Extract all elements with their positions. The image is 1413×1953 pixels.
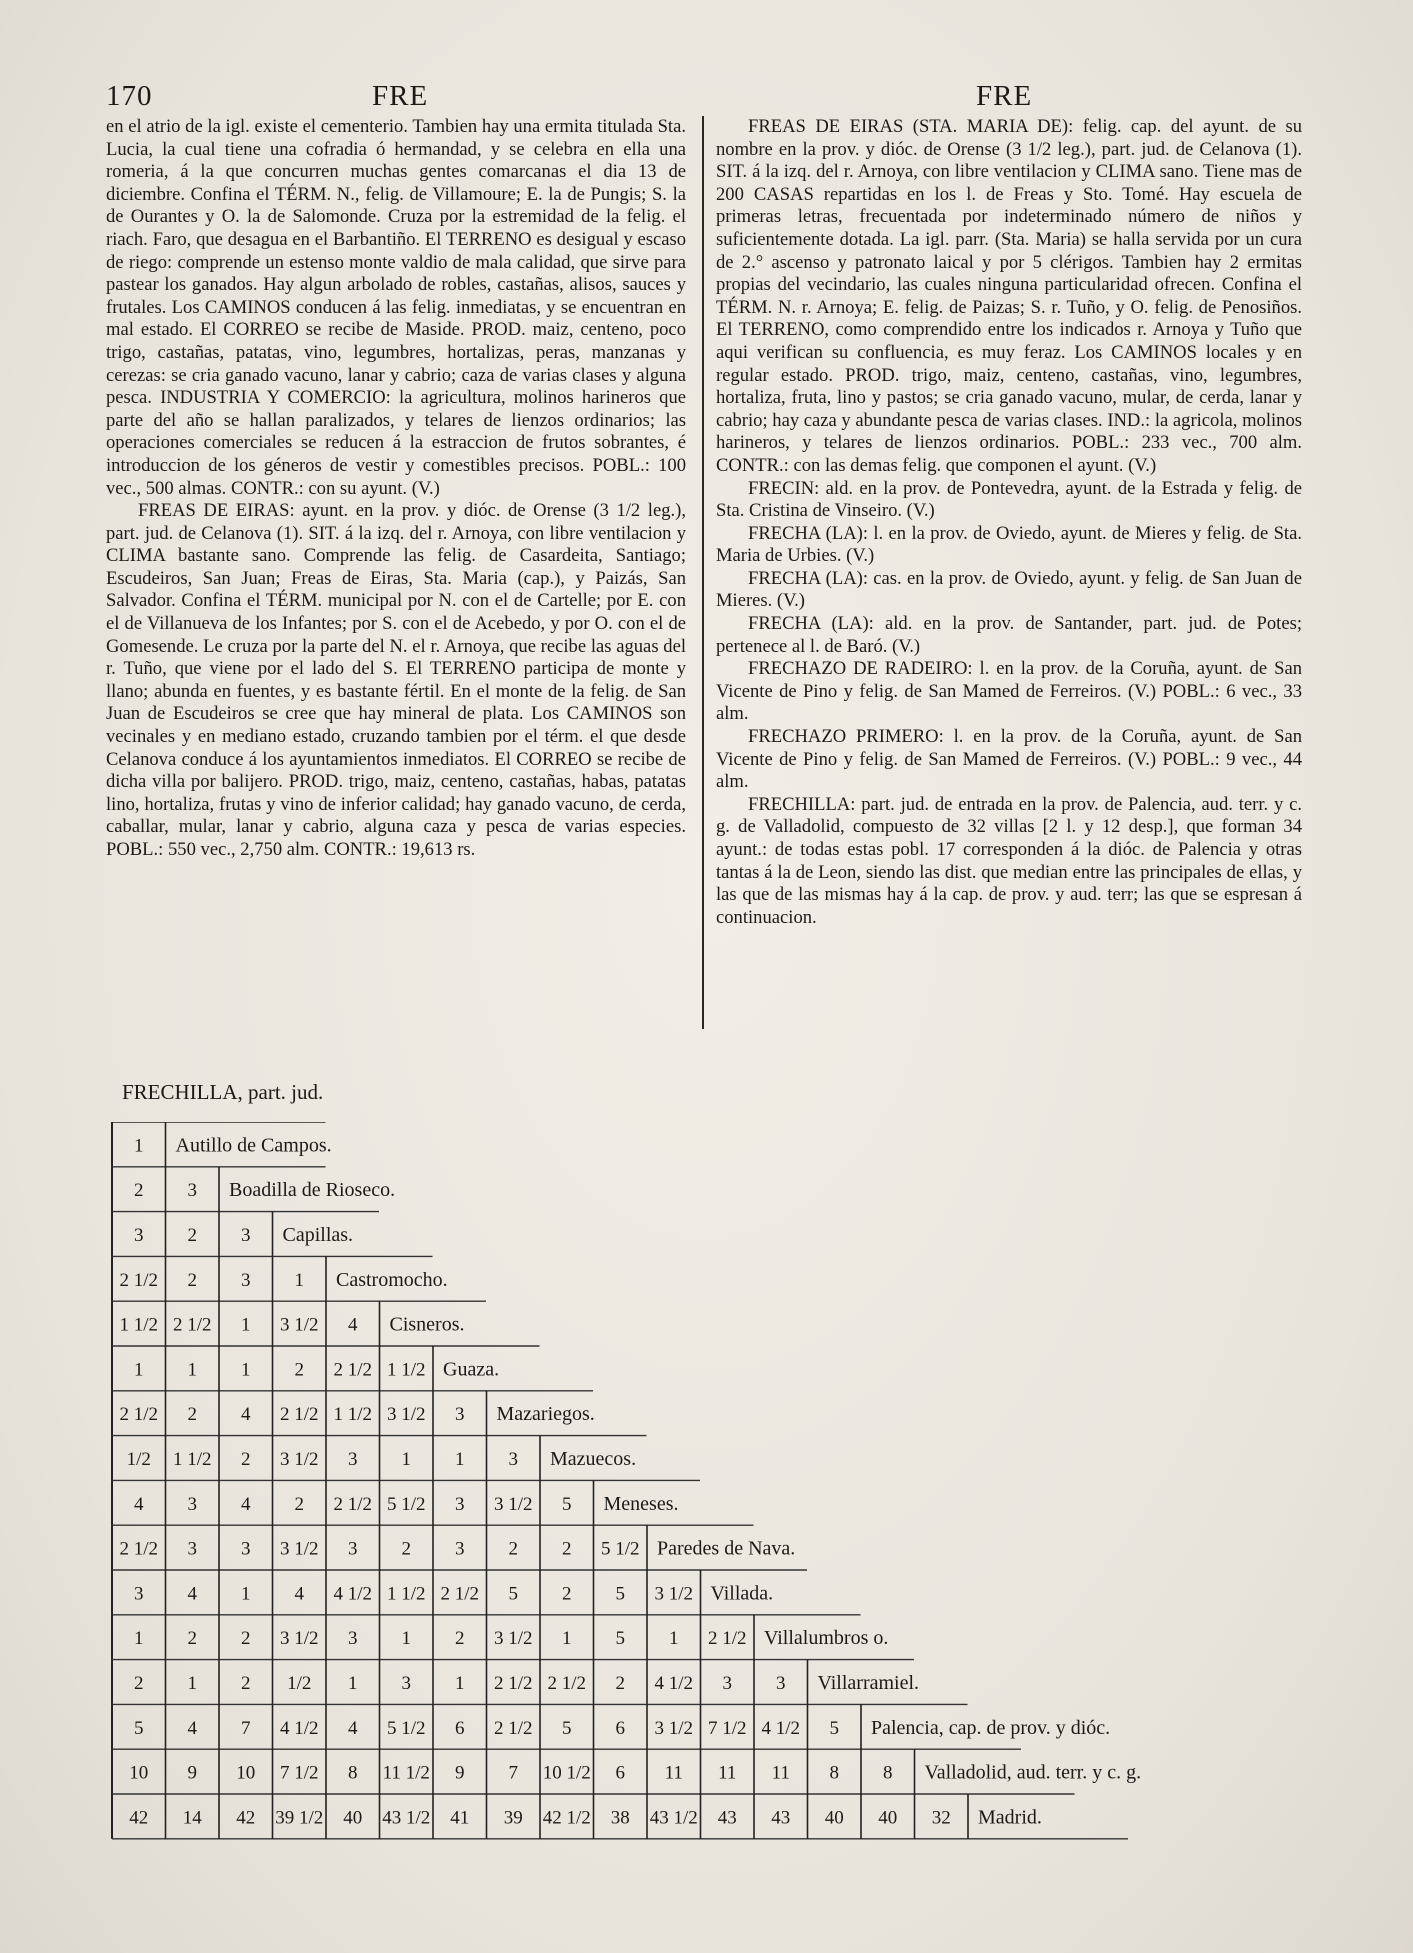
table-cell: 4 1/2 <box>279 1717 319 1739</box>
table-cell: 5 1/2 <box>386 1717 426 1739</box>
table-cell: 2 1/2 <box>279 1404 319 1426</box>
table-cell: 3 <box>241 1225 251 1246</box>
table-cell: 7 1/2 <box>707 1717 747 1739</box>
table-cell: 1 1/2 <box>386 1583 426 1605</box>
table-cell: 2 <box>241 1449 251 1470</box>
table-cell: 40 <box>878 1807 898 1829</box>
table-cell: 38 <box>610 1807 630 1829</box>
table-place-label: Paredes de Nava. <box>657 1537 796 1560</box>
table-cell: 3 <box>134 1225 144 1246</box>
table-cell: 7 <box>241 1717 251 1739</box>
table-cell: 3 1/2 <box>279 1449 319 1470</box>
table-place-label: Mazuecos. <box>550 1448 637 1470</box>
table-cell: 3 <box>241 1538 251 1560</box>
table-cell: 4 <box>241 1493 251 1515</box>
table-place-label: Valladolid, aud. terr. y c. g. <box>924 1761 1142 1784</box>
table-cell: 2 1/2 <box>119 1404 159 1426</box>
table-cell: 3 1/2 <box>493 1493 533 1515</box>
table-place-label: Mazariegos. <box>496 1403 595 1426</box>
table-cell: 4 <box>241 1404 251 1426</box>
table-cell: 1 <box>294 1269 304 1291</box>
table-cell: 3 <box>348 1449 358 1470</box>
table-cell: 1 <box>241 1359 251 1381</box>
table-cell: 1 <box>401 1628 411 1650</box>
table-cell: 39 <box>503 1807 523 1829</box>
table-cell: 39 1/2 <box>275 1807 324 1829</box>
table-cell: 40 <box>824 1807 844 1829</box>
table-cell: 2 <box>134 1180 144 1202</box>
table-cell: 3 1/2 <box>279 1538 319 1560</box>
table-cell: 4 <box>187 1583 197 1605</box>
table-cell: 3 <box>455 1493 465 1515</box>
table-cell: 2 1/2 <box>547 1673 587 1694</box>
table-cell: 41 <box>450 1807 470 1829</box>
table-place-label: Meneses. <box>603 1492 679 1515</box>
table-cell: 4 1/2 <box>761 1717 801 1739</box>
table-cell: 4 1/2 <box>333 1583 373 1605</box>
entry-paragraph: FRECHA (LA): ald. en la prov. de Santander, part. jud. de Potes; pertenece al l. de Baró. (V.) <box>716 613 1302 657</box>
table-cell: 1/2 <box>126 1449 151 1470</box>
table-cell: 2 <box>401 1538 411 1560</box>
table-cell: 10 1/2 <box>542 1762 591 1784</box>
table-cell: 7 1/2 <box>279 1762 319 1784</box>
table-cell: 2 1/2 <box>493 1673 533 1694</box>
table-cell: 1 <box>455 1673 465 1694</box>
table-cell: 5 <box>508 1583 518 1605</box>
table-cell: 3 1/2 <box>386 1404 426 1426</box>
table-cell: 1 1/2 <box>386 1359 426 1381</box>
table-cell: 2 <box>562 1583 572 1605</box>
table-cell: 43 1/2 <box>382 1807 431 1829</box>
table-cell: 3 1/2 <box>279 1314 319 1336</box>
table-cell: 1 <box>241 1314 251 1336</box>
table-cell: 9 <box>455 1762 465 1784</box>
table-cell: 1 <box>401 1449 411 1470</box>
table-cell: 1/2 <box>287 1673 312 1694</box>
table-cell: 3 <box>348 1628 358 1650</box>
entry-paragraph: FRECHA (LA): l. en la prov. de Oviedo, ayunt. de Mieres y felig. de Sta. Maria de Urbies. (V.) <box>716 522 1302 567</box>
entry-paragraph: FRECHILLA: part. jud. de entrada en la prov. de Palencia, aud. terr. y c. g. de Valladolid, compuesto de 32 villas [2 l. y 12 desp.], que forman 34 ayunt.: de todas estas pobl. 17 corresponden á la dióc. de Palencia y otras tantas á la de Leon, siendo las dist. que median entre las principales de ellas, y las que de las mismas hay á la cap. de prov. y aud. terr; las que se espresan á continuacion. <box>716 793 1302 928</box>
table-cell: 11 <box>664 1762 683 1784</box>
table-cell: 11 <box>771 1762 790 1784</box>
table-cell: 3 <box>722 1673 732 1694</box>
table-cell: 5 <box>615 1583 625 1605</box>
table-cell: 3 <box>401 1673 411 1694</box>
table-place-label: Capillas. <box>282 1224 354 1246</box>
column-divider <box>702 116 704 1029</box>
left-running-head: FRE <box>372 80 429 112</box>
table-cell: 3 1/2 <box>279 1628 319 1650</box>
table-place-label: Villarramiel. <box>817 1672 920 1694</box>
entry-paragraph: FREAS DE EIRAS (STA. MARIA DE): felig. cap. del ayunt. de su nombre en la prov. y dióc. de Orense (3 1/2 leg.), part. jud. de Celanova (1). SIT. á la izq. del r. Arnoya, con libre ventilacion y CLIMA sano. Tiene mas de 200 CASAS repartidas en los l. de Freas y Sto. Tomé. Hay escuela de primeras letras, frecuentada por indeterminado número de niños y suficientemente dotada. La igl. parr. (Sta. Maria) se halla servida por un cura de 2.° ascenso y patronato laical y por 5 clérigos. Tambien hay 2 ermitas propias del vecindario, las cuales ninguna particularidad ofrecen. Confina el TÉRM. N. r. Arnoya; E. felig. de Paizas; S. r. Tuño, y O. felig. de Penosiños. El TERRENO, como comprendido entre los indicados r. Arnoya y Tuño que aqui verifican su confluencia, es muy feraz. Los CAMINOS locales y en regular estado. PROD. trigo, maiz, centeno, castañas, vino, legumbres, hortaliza, fruta, lino y pastos; se cria ganado vacuno, mular, de cerda, lanar y cabrio; hay caza y abundante pesca de varias clases. IND.: la agricola, molinos harineros, y telares de lienzos ordinarios. POBL.: 233 vec., 700 alm. CONTR.: con las demas felig. que componen el ayunt. (V.) <box>716 116 1302 476</box>
table-cell: 5 <box>829 1717 839 1739</box>
table-cell: 5 1/2 <box>386 1493 426 1515</box>
table-cell: 3 <box>187 1180 197 1202</box>
table-cell: 3 <box>187 1538 197 1560</box>
table-cell: 2 1/2 <box>440 1583 480 1605</box>
table-cell: 5 <box>562 1717 572 1739</box>
table-cell: 1 <box>134 1135 144 1157</box>
table-cell: 2 <box>187 1269 197 1291</box>
table-cell: 4 1/2 <box>654 1673 694 1694</box>
table-title: FRECHILLA, part. jud. <box>122 1080 324 1104</box>
table-cell: 8 <box>829 1762 839 1784</box>
table-cell: 6 <box>615 1762 625 1784</box>
table-cell: 43 1/2 <box>649 1807 698 1829</box>
table-cell: 3 1/2 <box>654 1717 694 1739</box>
table-cell: 6 <box>455 1717 465 1739</box>
table-place-label: Castromocho. <box>336 1268 448 1291</box>
entry-paragraph: en el atrio de la igl. existe el cementerio. Tambien hay una ermita titulada Sta. Lucia, la cual tiene una cofradia ó hermandad, y se celebra en ella una romeria, á la que concurren muchas gentes comarcanas el dia 13 de diciembre. Confina el TÉRM. N., felig. de Villamoure; E. la de Pungis; S. la de Ourantes y O. la de Salomonde. Cruza por la estremidad de la felig. el riach. Faro, que desagua en el Barbantiño. El TERRENO es desigual y escaso de riego: comprende un estenso monte valdio de mala calidad, que sirve para pastear los ganados. Hay algun arbolado de robles, castañas, alisos, sauces y frutales. Los CAMINOS conducen á las felig. inmediatas, y se encuentran en mal estado. El CORREO se recibe de Maside. PROD. maiz, centeno, poco trigo, castañas, patatas, vino, legumbres, hortalizas, peras, manzanas y cerezas: se cria ganado vacuno, lanar y cabrio; caza de varias clases y alguna pesca. INDUSTRIA Y COMERCIO: la agricultura, molinos harineros que parte del año se hallan paralizados, y telares de lienzos ordinarios; las operaciones comerciales se reducen á la estraccion de frutos sobrantes, é introduccion de los géneros de vestir y comestibles precisos. POBL.: 100 vec., 500 almas. CONTR.: con su ayunt. (V.) <box>106 116 686 499</box>
table-cell: 11 <box>718 1762 737 1784</box>
table-cell: 4 <box>134 1493 144 1515</box>
table-cell: 2 <box>241 1628 251 1650</box>
table-cell: 1 <box>669 1628 679 1650</box>
table-cell: 5 <box>562 1493 572 1515</box>
table-cell: 7 <box>508 1762 518 1784</box>
table-cell: 2 <box>241 1673 251 1694</box>
table-cell: 3 <box>455 1404 465 1426</box>
table-cell: 2 <box>187 1404 197 1426</box>
table-cell: 1 <box>134 1359 144 1381</box>
table-cell: 3 <box>455 1538 465 1560</box>
table-cell: 32 <box>931 1807 951 1829</box>
entry-paragraph: FRECHA (LA): cas. en la prov. de Oviedo, ayunt. y felig. de San Juan de Mieres. (V.) <box>716 567 1302 612</box>
table-cell: 3 <box>241 1269 251 1291</box>
table-cell: 3 <box>776 1673 786 1694</box>
table-cell: 2 <box>562 1538 572 1560</box>
table-cell: 2 <box>187 1225 197 1246</box>
table-cell: 10 <box>129 1762 149 1784</box>
table-cell: 5 <box>615 1628 625 1650</box>
table-place-label: Guaza. <box>443 1358 500 1381</box>
table-cell: 42 <box>129 1807 149 1829</box>
table-cell: 9 <box>187 1762 197 1784</box>
right-column <box>716 116 1302 929</box>
entry-paragraph: FRECHAZO PRIMERO: l. en la prov. de la Coruña, ayunt. de San Vicente de Pino y felig. de San Mamed de Ferreiros. (V.) POBL.: 9 vec., 44 alm. <box>716 726 1302 793</box>
distance-table <box>110 1122 1340 1840</box>
right-running-head: FRE <box>976 80 1033 112</box>
table-cell: 4 <box>348 1314 358 1336</box>
table-cell: 3 <box>134 1583 144 1605</box>
table-cell: 3 1/2 <box>493 1628 533 1650</box>
table-cell: 2 <box>134 1673 144 1694</box>
table-cell: 1 <box>455 1449 465 1470</box>
table-cell: 14 <box>182 1807 202 1829</box>
entry-paragraph: FRECIN: ald. en la prov. de Pontevedra, ayunt. de la Estrada y felig. de Sta. Cristina de Vinseiro. (V.) <box>716 477 1302 522</box>
table-place-label: Villada. <box>710 1582 774 1605</box>
table-cell: 11 1/2 <box>382 1762 430 1784</box>
table-cell: 8 <box>348 1762 358 1784</box>
table-cell: 2 1/2 <box>333 1493 373 1515</box>
table-cell: 2 1/2 <box>119 1269 159 1291</box>
page-number: 170 <box>106 80 153 112</box>
table-cell: 2 <box>294 1359 304 1381</box>
entry-paragraph: FRECHAZO DE RADEIRO: l. en la prov. de la Coruña, ayunt. de San Vicente de Pino y felig. de San Mamed de Ferreiros. (V.) POBL.: 6 vec., 33 alm. <box>716 658 1302 725</box>
table-cell: 2 1/2 <box>119 1538 159 1560</box>
table-cell: 5 1/2 <box>600 1538 640 1560</box>
table-cell: 4 <box>294 1583 304 1605</box>
table-cell: 42 1/2 <box>542 1807 591 1829</box>
table-cell: 5 <box>134 1717 144 1739</box>
table-place-label: Cisneros. <box>389 1313 465 1336</box>
table-place-label: Boadilla de Rioseco. <box>229 1179 396 1202</box>
table-cell: 43 <box>717 1807 737 1829</box>
table-cell: 1 <box>187 1673 197 1694</box>
table-cell: 2 <box>294 1493 304 1515</box>
table-cell: 1 1/2 <box>172 1449 212 1470</box>
table-place-label: Madrid. <box>978 1806 1042 1829</box>
table-cell: 2 1/2 <box>493 1717 533 1739</box>
entry-paragraph: FREAS DE EIRAS: ayunt. en la prov. y dióc. de Orense (3 1/2 leg.), part. jud. de Celanova (1). SIT. á la izq. del r. Arnoya, con libre ventilacion y CLIMA bastante sano. Comprende las felig. de Casardeita, Santiago; Escudeiros, San Juan; Freas de Eiras, Sta. Maria (cap.), y Paizás, San Salvador. Confina el TÉRM. municipal por N. con el de Cartelle; por E. con el de Villanueva de los Infantes; por S. con el de Acebedo, y por O. con el de Gomesende. Le cruza por la parte del N. el r. Arnoya, que recibe las aguas del r. Tuño, que viene por el lado del S. El TERRENO participa de monte y llano; abunda en fuentes, y es bastante fértil. En el monte de la felig. de San Juan de Escudeiros se cree que hay mineral de plata. Los CAMINOS son vecinales y en mediano estado, cruzando tambien por el térm. el que desde Celanova conduce á los ayuntamientos inmediatos. El CORREO se recibe de dicha villa por balijero. PROD. trigo, maiz, centeno, castañas, habas, patatas lino, hortaliza, frutas y vino de inferior calidad; hay ganado vacuno, de cerda, caballar, mular, lanar y cabrio, alguna caza y pesca de varias especies. POBL.: 550 vec., 2,750 alm. CONTR.: 19,613 rs. <box>106 500 686 860</box>
table-cell: 42 <box>236 1807 256 1829</box>
table-cell: 8 <box>883 1762 893 1784</box>
table-cell: 2 <box>455 1628 465 1650</box>
table-cell: 1 <box>134 1628 144 1650</box>
table-cell: 2 1/2 <box>707 1628 747 1650</box>
table-cell: 2 <box>187 1628 197 1650</box>
table-cell: 3 <box>508 1449 518 1470</box>
table-cell: 1 1/2 <box>119 1314 159 1336</box>
table-cell: 2 1/2 <box>333 1359 373 1381</box>
table-cell: 1 <box>187 1359 197 1381</box>
table-place-label: Villalumbros o. <box>764 1627 889 1650</box>
table-cell: 4 <box>348 1717 358 1739</box>
table-cell: 1 <box>241 1583 251 1605</box>
distance-table-block <box>110 1080 1340 1840</box>
table-cell: 43 <box>771 1807 791 1829</box>
table-cell: 1 <box>348 1673 358 1694</box>
table-cell: 3 1/2 <box>654 1583 694 1605</box>
table-cell: 2 <box>508 1538 518 1560</box>
left-column <box>106 116 686 862</box>
table-place-label: Autillo de Campos. <box>175 1134 332 1157</box>
table-cell: 4 <box>187 1717 197 1739</box>
table-cell: 2 <box>615 1673 625 1694</box>
table-cell: 3 <box>348 1538 358 1560</box>
table-cell: 1 1/2 <box>333 1404 373 1426</box>
table-cell: 10 <box>236 1762 256 1784</box>
table-cell: 2 1/2 <box>172 1314 212 1336</box>
table-cell: 40 <box>343 1807 363 1829</box>
table-cell: 6 <box>615 1717 625 1739</box>
table-cell: 1 <box>562 1628 572 1650</box>
table-place-label: Palencia, cap. de prov. y dióc. <box>871 1716 1111 1739</box>
table-cell: 3 <box>187 1493 197 1515</box>
